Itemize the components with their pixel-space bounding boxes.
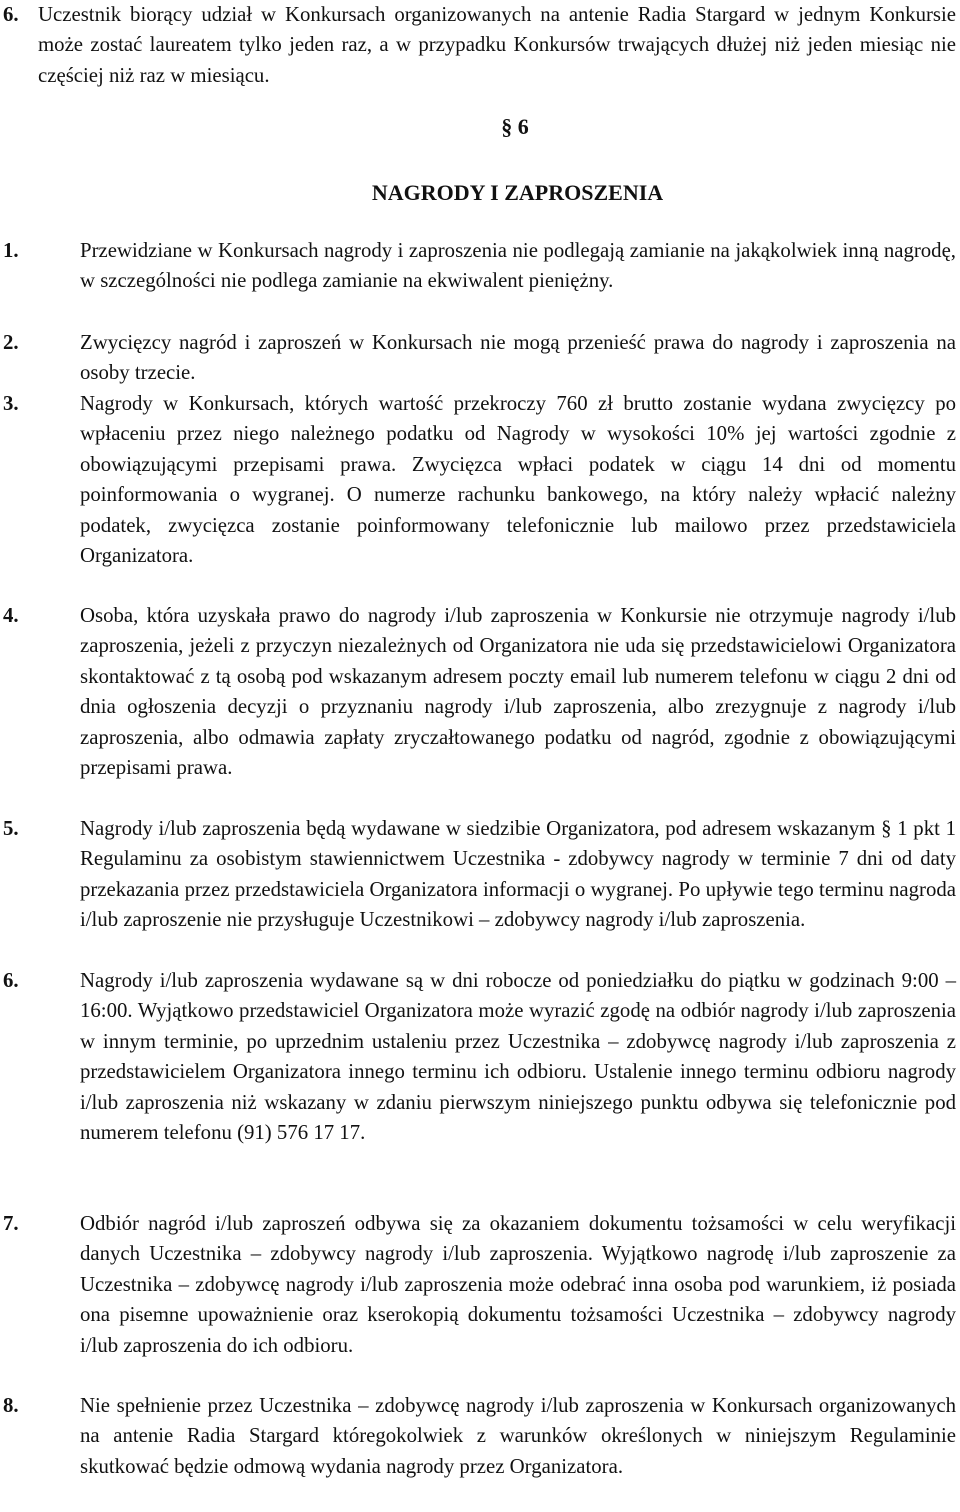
list-item: [0, 814, 956, 932]
item-text: Nie spełnienie przez Uczestnika – zdobywcę nagrody i/lub zaproszenia w Konkursach organizowanych na antenie Radia Stargard któregokolwiek z warunków określonych w niniejszym Regulaminie skutkować będzie odmową wydania nagrody przez Organizatora.: [80, 1394, 956, 1478]
list-item: [0, 966, 956, 1145]
section-sign: § 6: [501, 114, 529, 139]
item-number: 5.: [3, 817, 19, 840]
item-text: Zwycięzcy nagród i zaproszeń w Konkursach nie mogą przenieść prawa do nagrody i zaproszenia na osoby trzecie.: [80, 331, 956, 385]
item-number: 4.: [3, 604, 19, 627]
item-number: 7.: [3, 1212, 19, 1235]
item-text: Przewidziane w Konkursach nagrody i zaproszenia nie podlegają zamianie na jakąkolwiek inną nagrodę, w szczególności nie podlega zamianie na ekwiwalent pieniężny.: [80, 239, 956, 293]
item-number: 1.: [3, 239, 19, 262]
item-number: 3.: [3, 392, 19, 415]
list-item: [0, 1209, 956, 1357]
list-item: [0, 236, 956, 293]
list-item: [0, 0, 956, 87]
item-number: 6.: [3, 969, 19, 992]
section-title: NAGRODY I ZAPROSZENIA: [371, 180, 664, 205]
item-number: 8.: [3, 1394, 19, 1417]
item-text: Nagrody i/lub zaproszenia wydawane są w dni robocze od poniedziałku do piątku w godzinach 9:00 – 16:00. Wyjątkowo przedstawiciel Organizatora może wyrazić zgodę na odbiór nagrody i/lub zaproszenia w innym terminie, po uprzednim ustaleniu przez Uczestnika – zdobywcę nagrody i/lub zaproszenia z przedstawicielem Organizatora innego terminu ich odbioru. Ustalenie innego terminu odbioru nagrody i/lub zaproszenia niż wskazany w zdaniu pierwszym niniejszego punktu odbywa się telefonicznie pod numerem telefonu (91) 576 17 17.: [80, 969, 956, 1145]
item-text: Odbiór nagród i/lub zaproszeń odbywa się za okazaniem dokumentu tożsamości w celu weryfikacji danych Uczestnika – zdobywcy nagrody i/lub zaproszenia. Wyjątkowo nagrodę i/lub zaproszenie za Uczestnika – zdobywcę nagrody i/lub zaproszenia może odebrać inna osoba pod warunkiem, iż posiada ona pisemne upoważnienie oraz kserokopią dokumentu tożsamości Uczestnika – zdobywcy nagrody i/lub zaproszenia do ich odbioru.: [80, 1212, 956, 1357]
list-item: [0, 328, 956, 385]
item-number: 6.: [3, 3, 19, 26]
item-text: Nagrody i/lub zaproszenia będą wydawane w siedzibie Organizatora, pod adresem wskazanym § 1 pkt 1 Regulaminu za osobistym stawiennictwem Uczestnika - zdobywcy nagrody w terminie 7 dni od daty przekazania przez przedstawiciela Organizatora informacji o wygranej. Po upływie tego terminu nagroda i/lub zaproszenie nie przysługuje Uczestnikowi – zdobywcy nagrody i/lub zaproszenia.: [80, 817, 956, 932]
list-item: [0, 1391, 956, 1478]
item-number: 2.: [3, 331, 19, 354]
list-item: [0, 601, 956, 780]
list-item: [0, 389, 956, 568]
item-text: Uczestnik biorący udział w Konkursach organizowanych na antenie Radia Stargard w jednym Konkursie może zostać laureatem tylko jeden raz, a w przypadku Konkursów trwających dłużej niż jeden miesiąc nie częściej niż raz w miesiącu.: [38, 3, 956, 87]
item-text: Osoba, która uzyskała prawo do nagrody i/lub zaproszenia w Konkursie nie otrzymuje nagrody i/lub zaproszenia, jeżeli z przyczyn niezależnych od Organizatora nie uda się przedstawicielowi Organizatora skontaktować z tą osobą pod wskazanym adresem poczty email lub numerem telefonu w ciągu 2 dni od dnia ogłoszenia decyzji o przyznaniu nagrody i/lub zaproszenia, albo zrezygnuje z nagrody i/lub zaproszenia, albo odmawia zapłaty zryczałtowanego podatku od nagród, zgodnie z obowiązującymi przepisami prawa.: [80, 604, 956, 780]
item-text: Nagrody w Konkursach, których wartość przekroczy 760 zł brutto zostanie wydana zwycięzcy po wpłaceniu przez niego należnego podatku od Nagrody w wysokości 10% jej wartości zgodnie z obowiązującymi przepisami prawa. Zwycięzca wpłaci podatek w ciągu 14 dni od momentu poinformowania o wygranej. O numerze rachunku bankowego, na który należy wpłacić należny podatek, zwycięzca zostanie poinformowany telefonicznie lub mailowo przez przedstawiciela Organizatora.: [80, 392, 956, 568]
